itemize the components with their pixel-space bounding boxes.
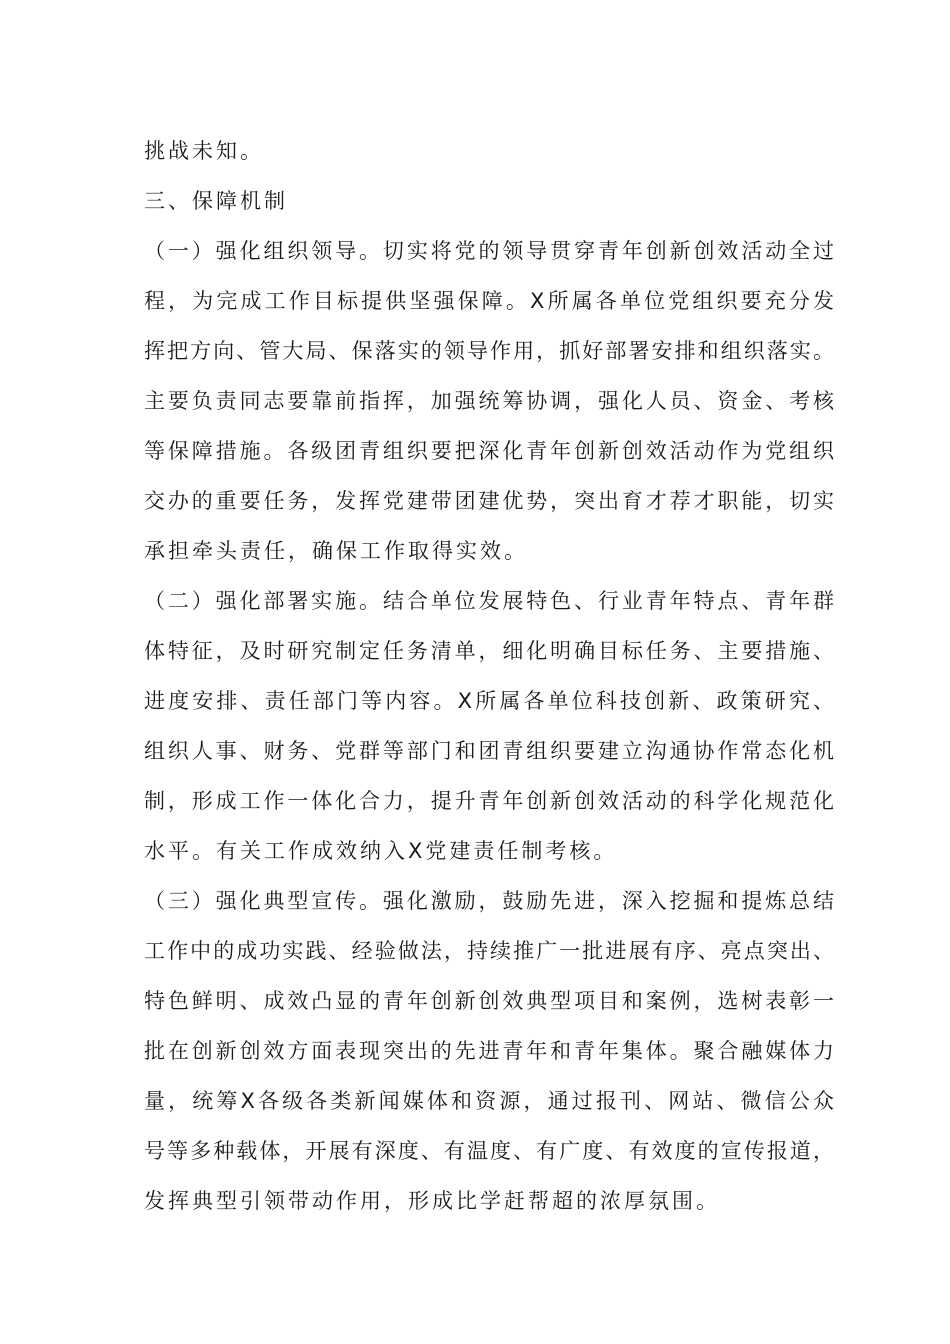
text-line: 体特征，及时研究制定任务清单，细化明确目标任务、主要措施、 — [144, 639, 834, 663]
text-line: （一）强化组织领导。切实将党的领导贯穿青年创新创效活动全过 — [144, 239, 834, 263]
text-line: 进度安排、责任部门等内容。X所属各单位科技创新、政策研究、 — [144, 689, 834, 713]
text-line: （二）强化部署实施。结合单位发展特色、行业青年特点、青年群 — [144, 589, 834, 613]
text-line: 发挥典型引领带动作用，形成比学赶帮超的浓厚氛围。 — [144, 1189, 720, 1213]
text-line: 等保障措施。各级团青组织要把深化青年创新创效活动作为党组织 — [144, 439, 834, 463]
text-line: 制，形成工作一体化合力，提升青年创新创效活动的科学化规范化 — [144, 789, 834, 813]
text-line: 挑战未知。 — [144, 139, 264, 163]
text-line: 交办的重要任务，发挥党建带团建优势，突出育才荐才职能，切实 — [144, 489, 834, 513]
text-line: 特色鲜明、成效凸显的青年创新创效典型项目和案例，选树表彰一 — [144, 989, 834, 1013]
text-line: 程，为完成工作目标提供坚强保障。X所属各单位党组织要充分发 — [144, 289, 834, 313]
text-line: 号等多种载体，开展有深度、有温度、有广度、有效度的宣传报道， — [144, 1139, 834, 1163]
text-line: （三）强化典型宣传。强化激励，鼓励先进，深入挖掘和提炼总结 — [144, 889, 834, 913]
text-line: 挥把方向、管大局、保落实的领导作用，抓好部署安排和组织落实。 — [144, 339, 834, 363]
text-line: 组织人事、财务、党群等部门和团青组织要建立沟通协作常态化机 — [144, 739, 834, 763]
text-line: 量，统筹X各级各类新闻媒体和资源，通过报刊、网站、微信公众 — [144, 1089, 834, 1113]
text-line: 工作中的成功实践、经验做法，持续推广一批进展有序、亮点突出、 — [144, 939, 834, 963]
text-line: 承担牵头责任，确保工作取得实效。 — [144, 539, 528, 563]
text-line: 批在创新创效方面表现突出的先进青年和青年集体。聚合融媒体力 — [144, 1039, 834, 1063]
section-heading: 三、保障机制 — [144, 189, 288, 213]
text-line: 水平。有关工作成效纳入X党建责任制考核。 — [144, 839, 618, 863]
text-line: 主要负责同志要靠前指挥，加强统筹协调，强化人员、资金、考核 — [144, 389, 834, 413]
